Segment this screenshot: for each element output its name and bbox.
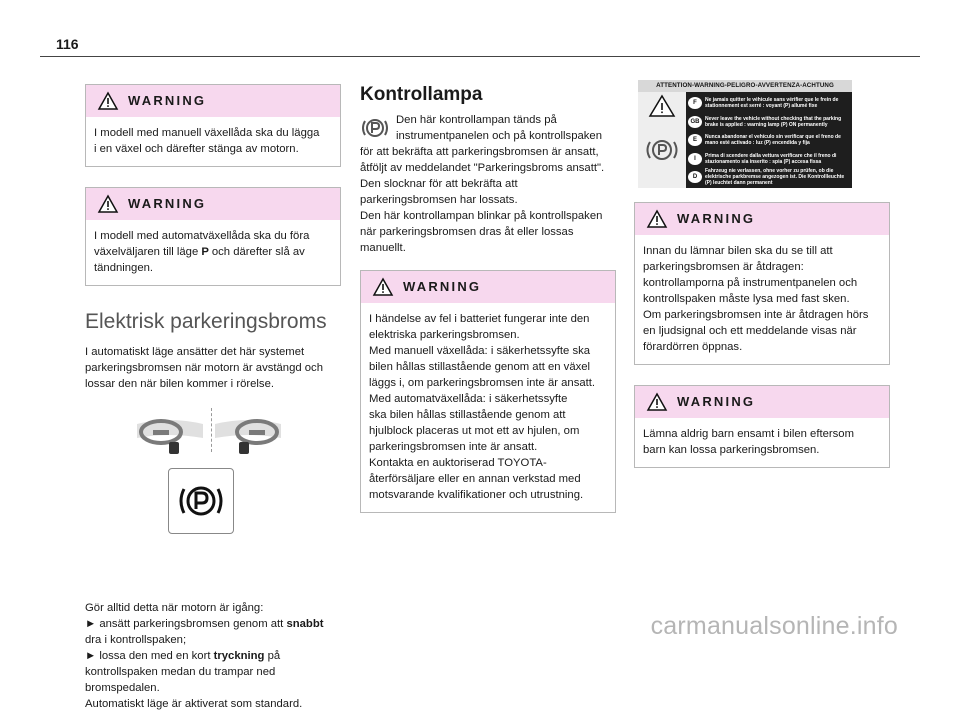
flag-badge: F bbox=[688, 97, 702, 109]
label-banner: ATTENTION-WARNING-PELIGRO-AVVERTENZA-ACHTUNG bbox=[638, 80, 852, 92]
warning-text: I modell med manuell växellåda ska du lägga i en växel och därefter stänga av motorn. bbox=[94, 127, 320, 155]
section-title: Elektrisk parkeringsbroms bbox=[85, 310, 327, 333]
header-rule bbox=[40, 56, 920, 57]
instructions-text: Gör alltid detta när motorn är igång: ► ansätt parkeringsbromsen genom att snabbt dra i kontrollspaken; ► lossa den med en kort tryckning på kontrollspaken medan du trampar ned bromspedalen. Automatiskt läge är aktiverat som standard. bbox=[85, 602, 324, 710]
label-row: GB Never leave the vehicle without checking that the parking brake is applied : warning lamp (P) ON permanently bbox=[688, 113, 850, 132]
label-row: E Nunca abandonar el vehículo sin verificar que el freno de mano esté activado : luz (P) encendida y fija bbox=[688, 131, 850, 150]
label-row: F Ne jamais quitter le véhicule sans vérifier que le frein de stationnement est serré : voyant (P) allumé fixe bbox=[688, 94, 850, 113]
warning-text: Lämna aldrig barn ensamt i bilen eftersom barn kan lossa parkeringsbromsen. bbox=[643, 428, 854, 456]
warning-box bbox=[85, 187, 341, 286]
warning-triangle-icon bbox=[373, 278, 393, 296]
flag-badge: I bbox=[688, 153, 702, 165]
kontrollampa-title: Kontrollampa bbox=[360, 84, 483, 105]
page-number: 116 bbox=[56, 36, 79, 52]
parking-brake-symbol-box bbox=[168, 468, 234, 534]
steering-wheel-left-icon bbox=[133, 414, 205, 462]
label-symbols bbox=[638, 92, 686, 188]
warning-title: WARNING bbox=[677, 394, 756, 409]
kontrollampa-text: Den här kontrollampan tänds på instrumentpanelen och på kontrollspaken för att bekräfta att parkeringsbromsen är ansatt, åtföljt av meddelandet "Parkeringsbroms ansatt". Den slocknar för att bekräfta att parkeringsbromsen har lossats. Den här kontrollampan blinkar på kontrollspaken när parkeringsbromsen dras åt eller lossas manuellt. bbox=[360, 114, 605, 254]
warning-header bbox=[635, 386, 889, 418]
warning-label-image bbox=[638, 80, 852, 188]
figures bbox=[85, 400, 341, 600]
label-rows bbox=[688, 94, 850, 187]
parking-brake-lamp-icon bbox=[360, 114, 390, 142]
column-2 bbox=[360, 84, 616, 533]
label-row: I Prima di scendere dalla vettura verificare che il freno di stazionamento sia inserito : spia (P) accesa fissa bbox=[688, 150, 850, 169]
warning-text: Innan du lämnar bilen ska du se till att parkeringsbromsen är åtdragen: kontrollamporna på instrumentpanelen och kontrollspaken måste lysa med fast sken. Om parkeringsbromsen inte är åtdragen hörs en ljudsignal och ett meddelande visas när förardörren öppnas. bbox=[643, 245, 869, 353]
warning-triangle-icon bbox=[98, 92, 118, 110]
warning-triangle-icon bbox=[647, 210, 667, 228]
warning-header bbox=[86, 85, 340, 117]
warning-title: WARNING bbox=[403, 279, 482, 294]
warning-header bbox=[361, 271, 615, 303]
warning-header bbox=[635, 203, 889, 235]
warning-header bbox=[86, 188, 340, 220]
intro-text: I automatiskt läge ansätter det här systemet parkeringsbromsen när motorn är avstängd och lossar den när bilen kommer i rörelse. bbox=[85, 346, 323, 390]
label-row: D Fahrzeug nie verlassen, ohne vorher zu prüfen, ob die elektrische parkbremse angezogen ist. Die Kontrollleuchte (P) leuchtet dann permanent bbox=[688, 168, 850, 187]
flag-badge: E bbox=[688, 134, 702, 146]
steering-wheel-right-icon bbox=[213, 414, 285, 462]
warning-box bbox=[360, 270, 616, 513]
warning-box bbox=[634, 385, 890, 468]
warning-triangle-icon bbox=[647, 393, 667, 411]
parking-brake-icon bbox=[169, 469, 233, 533]
warning-text: I modell med automatväxellåda ska du föra växelväljaren till läge P och därefter slå av tändningen. bbox=[94, 230, 310, 274]
warning-title: WARNING bbox=[677, 211, 756, 226]
warning-box bbox=[634, 202, 890, 365]
warning-title: WARNING bbox=[128, 196, 207, 211]
column-3 bbox=[634, 80, 890, 488]
warning-title: WARNING bbox=[128, 93, 207, 108]
flag-badge: GB bbox=[688, 116, 702, 128]
flag-badge: D bbox=[688, 171, 702, 183]
column-1 bbox=[85, 84, 341, 712]
label-warning-triangle-icon bbox=[638, 92, 686, 188]
warning-box bbox=[85, 84, 341, 167]
figure-divider bbox=[211, 408, 212, 452]
warning-text: I händelse av fel i batteriet fungerar inte den elektriska parkeringsbromsen. Med manuell växellåda: i säkerhetssyfte ska bilen hållas stillastående genom att en växel läggs i, om parkeringsbromsen inte är ansatt. Med automatväxellåda: i säkerhetssyfte ska bilen hållas stillastående genom att hjulblock placeras ut mot ett av hjulen, om parkeringsbromsen inte är ansatt. Kontakta en auktoriserad TOYOTA- återförsäljare eller en annan verkstad med motsvarande kvalifikationer och utrustning. bbox=[369, 313, 596, 501]
warning-triangle-icon bbox=[98, 195, 118, 213]
watermark: carmanualsonline.info bbox=[650, 612, 898, 640]
